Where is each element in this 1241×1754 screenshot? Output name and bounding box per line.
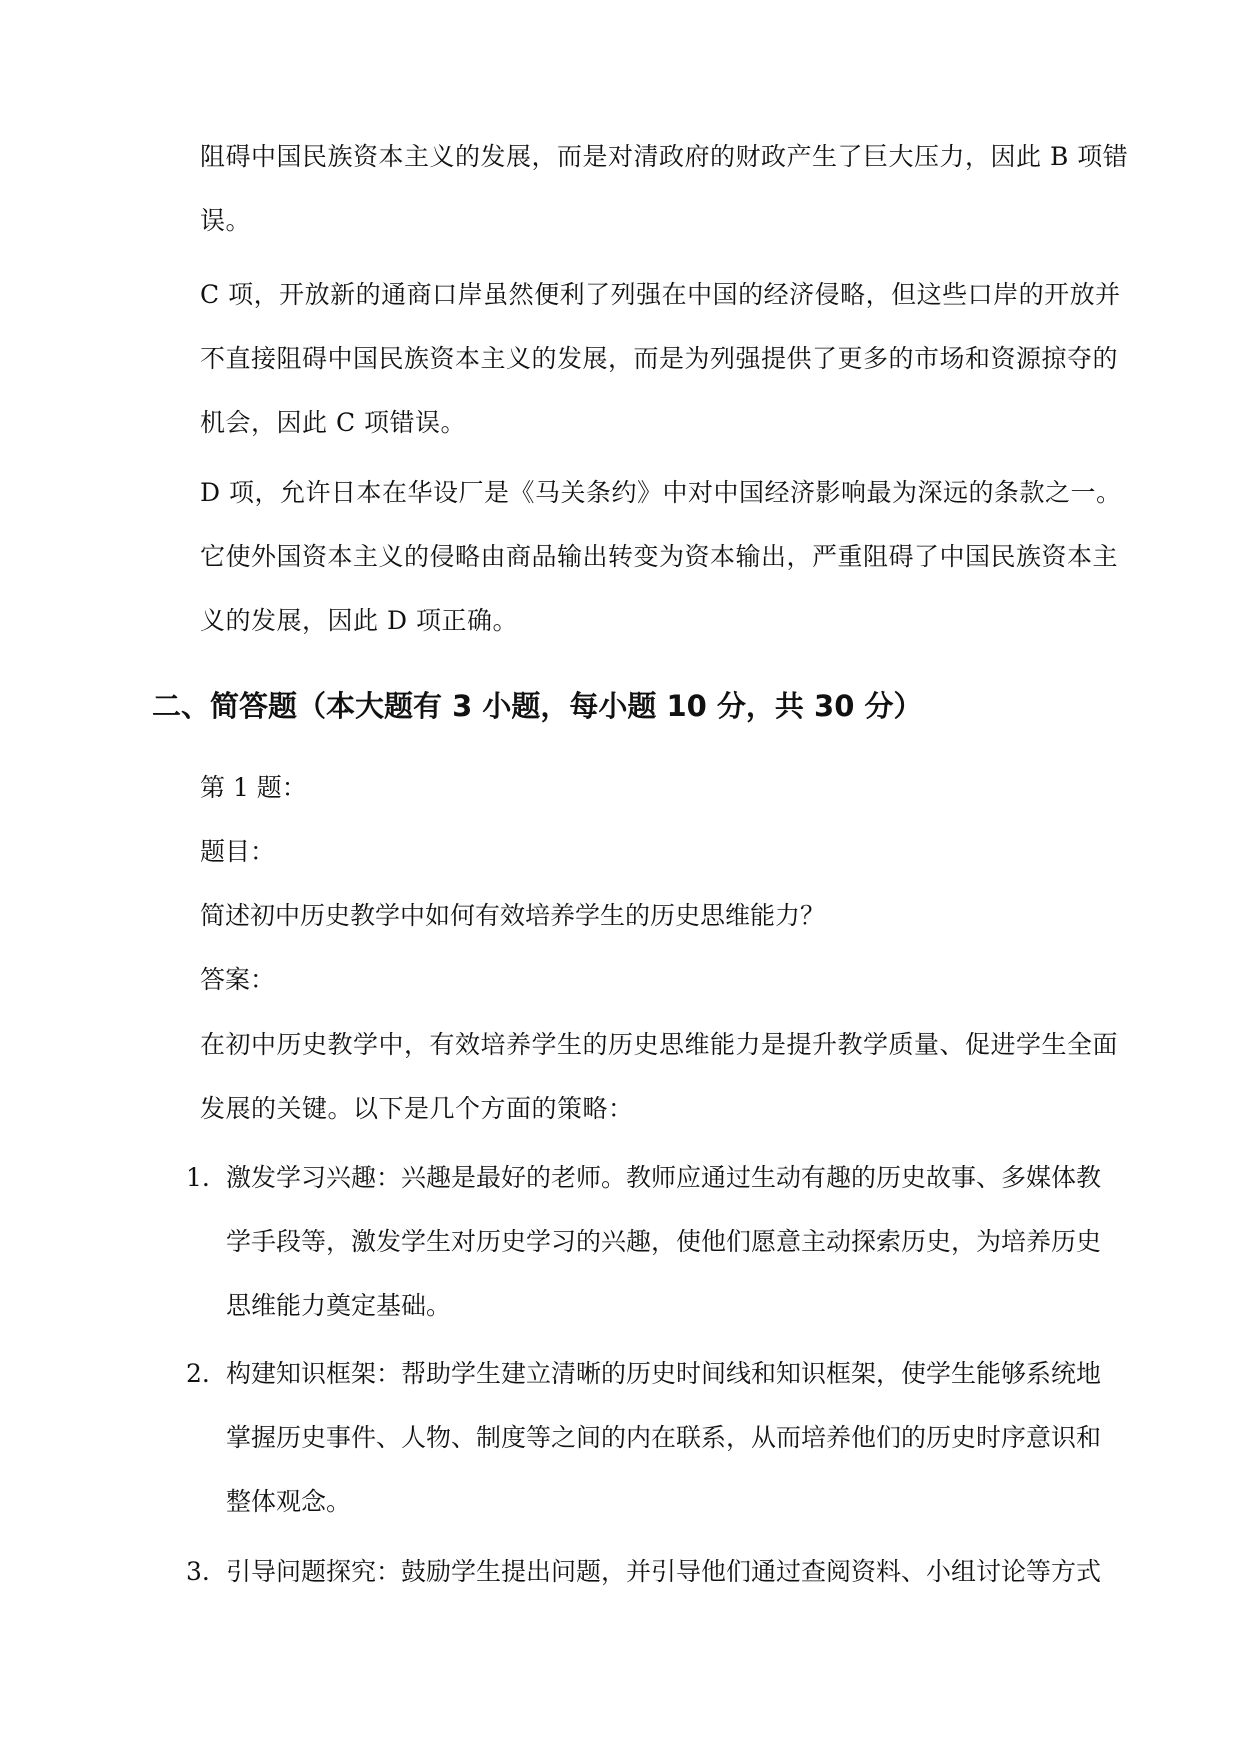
answer-intro: [200, 1013, 1119, 1141]
list-item: [186, 1342, 1106, 1534]
text-line: 激发学习兴趣：兴趣是最好的老师。教师应通过生动有趣的历史故事、多媒体教: [226, 1163, 1102, 1192]
text-line: 构建知识框架：帮助学生建立清晰的历史时间线和知识框架，使学生能够系统地: [226, 1359, 1102, 1388]
list-number: 1.: [186, 1163, 210, 1192]
text-line: 发展的关键。以下是几个方面的策略：: [200, 1094, 634, 1123]
question-number: 第 1 题：: [200, 773, 307, 802]
paragraph-option-c: [200, 263, 1121, 455]
section-heading: 二、简答题（本大题有 3 小题，每小题 10 分，共 30 分）: [152, 689, 923, 723]
text-line: 思维能力奠定基础。: [226, 1291, 452, 1320]
list-item: [186, 1540, 1106, 1604]
text-line: 它使外国资本主义的侵略由商品输出转变为资本输出，严重阻碍了中国民族资本主: [200, 542, 1119, 571]
list-number: 2.: [186, 1359, 210, 1388]
text-line: 义的发展，因此 D 项正确。: [200, 606, 518, 635]
list-number: 3.: [186, 1557, 210, 1586]
question-label: 题目：: [200, 837, 276, 866]
paragraph-option-b-conclusion: [200, 125, 1129, 253]
text-line: 误。: [200, 206, 252, 235]
text-line: 引导问题探究：鼓励学生提出问题，并引导他们通过查阅资料、小组讨论等方式: [226, 1557, 1102, 1586]
text-line: 整体观念。: [226, 1487, 352, 1516]
answer-label: 答案：: [200, 965, 276, 994]
question-text: 简述初中历史教学中如何有效培养学生的历史思维能力？: [200, 901, 826, 930]
text-line: C 项，开放新的通商口岸虽然便利了列强在中国的经济侵略，但这些口岸的开放并: [200, 280, 1121, 309]
text-line: D 项，允许日本在华设厂是《马关条约》中对中国经济影响最为深远的条款之一。: [200, 478, 1122, 507]
list-item: [186, 1146, 1106, 1338]
text-line: 在初中历史教学中，有效培养学生的历史思维能力是提升教学质量、促进学生全面: [200, 1030, 1119, 1059]
text-line: 阻碍中国民族资本主义的发展，而是对清政府的财政产生了巨大压力，因此 B 项错: [200, 142, 1129, 171]
text-line: 掌握历史事件、人物、制度等之间的内在联系，从而培养他们的历史时序意识和: [226, 1423, 1102, 1452]
paragraph-option-d: [200, 461, 1122, 653]
text-line: 机会，因此 C 项错误。: [200, 408, 467, 437]
text-line: 学手段等，激发学生对历史学习的兴趣，使他们愿意主动探索历史，为培养历史: [226, 1227, 1102, 1256]
text-line: 不直接阻碍中国民族资本主义的发展，而是为列强提供了更多的市场和资源掠夺的: [200, 344, 1119, 373]
